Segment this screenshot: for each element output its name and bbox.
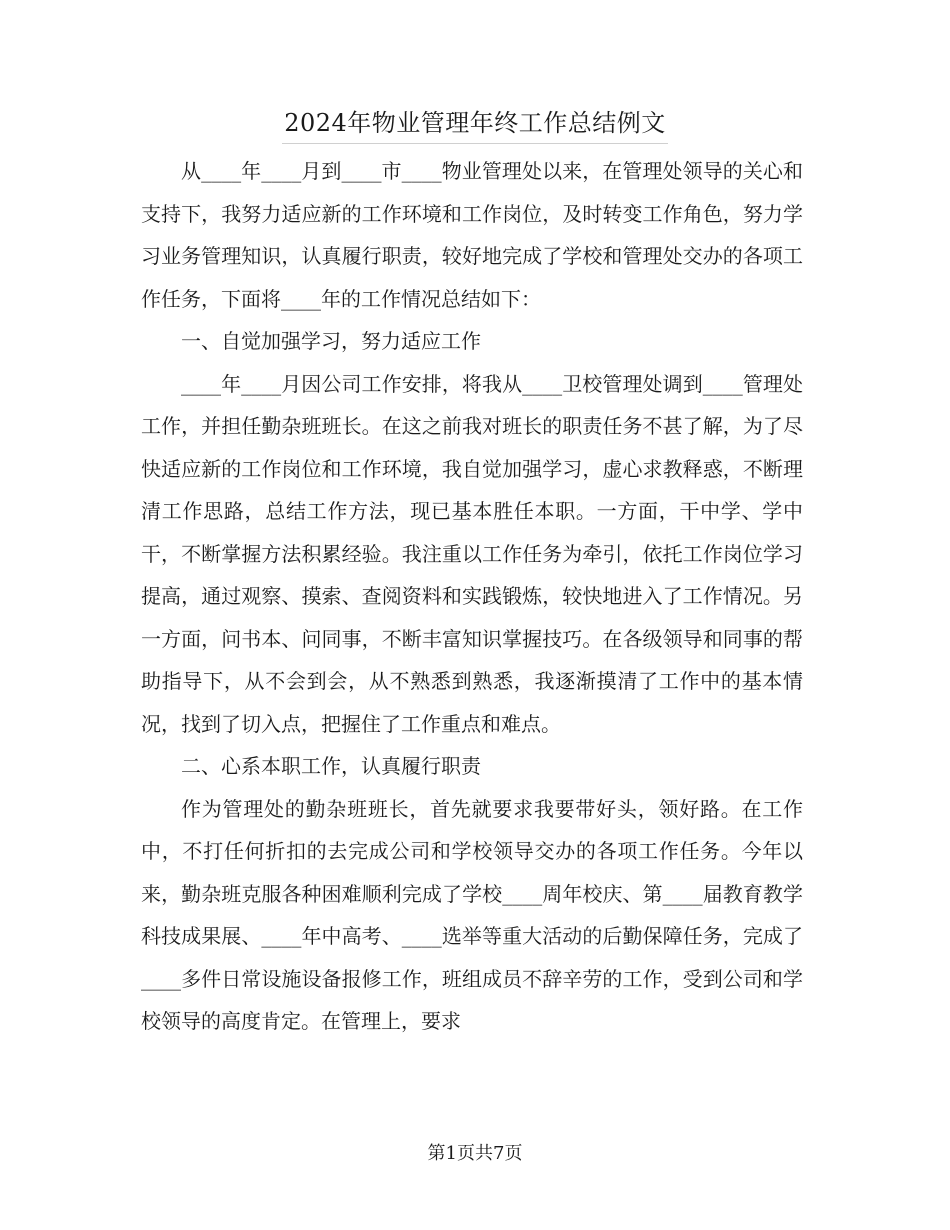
paragraph-intro: 从____年____月到____市____物业管理处以来，在管理处领导的关心和支持下，我努力适应新的工作环境和工作岗位，及时转变工作角色，努力学习业务管理知识，认真履行职责，较好地完成了学校和管理处交办的各项工作任务，下面将____年的工作情况总结如下： (141, 159, 803, 311)
page-number: 第1页共7页 (427, 1143, 523, 1164)
paragraph-section-1: ____年____月因公司工作安排，将我从____卫校管理处调到____管理处工作，并担任勤杂班班长。在这之前我对班长的职责任务不甚了解，为了尽快适应新的工作岗位和工作环境，我自觉加强学习，虚心求教释惑，不断理清工作思路，总结工作方法，现已基本胜任本职。一方面，干中学、学中干，不断掌握方法积累经验。我注重以工作任务为牵引，依托工作岗位学习提高，通过观察、摸索、查阅资料和实践锻炼，较快地进入了工作情况。另一方面，问书本、问同事，不断丰富知识掌握技巧。在各级领导和同事的帮助指导下，从不会到会，从不熟悉到熟悉，我逐渐摸清了工作中的基本情况，找到了切入点，把握住了工作重点和难点。 (141, 371, 803, 736)
document-title-text: 2024年物业管理年终工作总结例文 (282, 103, 668, 144)
paragraph-section-2: 作为管理处的勤杂班班长，首先就要求我要带好头，领好路。在工作中，不打任何折扣的去完成公司和学校领导交办的各项工作任务。今年以来，勤杂班克服各种困难顺利完成了学校____周年校庆、第____届教育教学科技成果展、____年中高考、____选举等重大活动的后勤保障任务，完成了____多件日常设施设备报修工作，班组成员不辞辛劳的工作，受到公司和学校领导的高度肯定。在管理上，要求 (141, 796, 803, 1033)
document-title (0, 103, 950, 144)
document-body (141, 150, 803, 1043)
section-heading-2: 二、心系本职工作，认真履行职责 (181, 754, 481, 778)
section-heading-1: 一、自觉加强学习，努力适应工作 (181, 329, 481, 353)
